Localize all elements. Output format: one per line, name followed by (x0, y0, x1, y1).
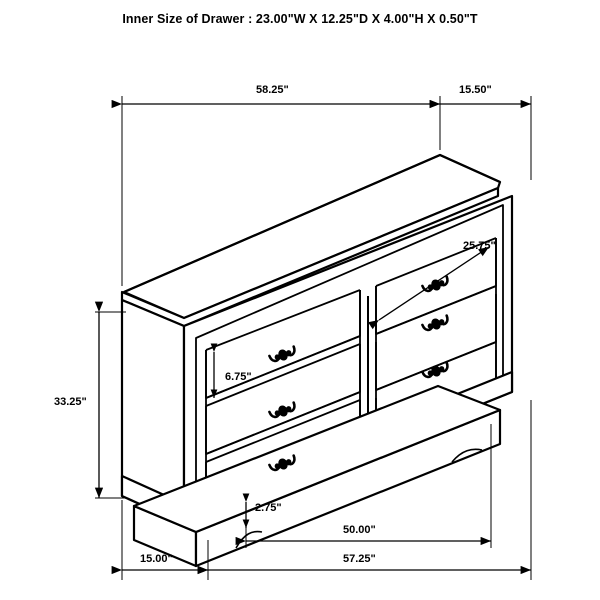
label-bottom-left-span: 15.00" (140, 553, 173, 565)
label-total-height: 33.25" (54, 396, 87, 408)
label-bottom-mid-span: 50.00" (343, 524, 376, 536)
dresser-body (122, 155, 512, 566)
label-base-height: 2.75" (255, 502, 282, 514)
label-top-right-span: 15.50" (459, 84, 492, 96)
label-depth-diagonal: 25.75" (463, 240, 496, 252)
label-bottom-total-span: 57.25" (343, 553, 376, 565)
label-drawer-height: 6.75" (225, 371, 252, 383)
page-title: Inner Size of Drawer : 23.00"W X 12.25"D X 4.00"H X 0.50"T (122, 12, 478, 26)
label-top-left-span: 58.25" (256, 84, 289, 96)
